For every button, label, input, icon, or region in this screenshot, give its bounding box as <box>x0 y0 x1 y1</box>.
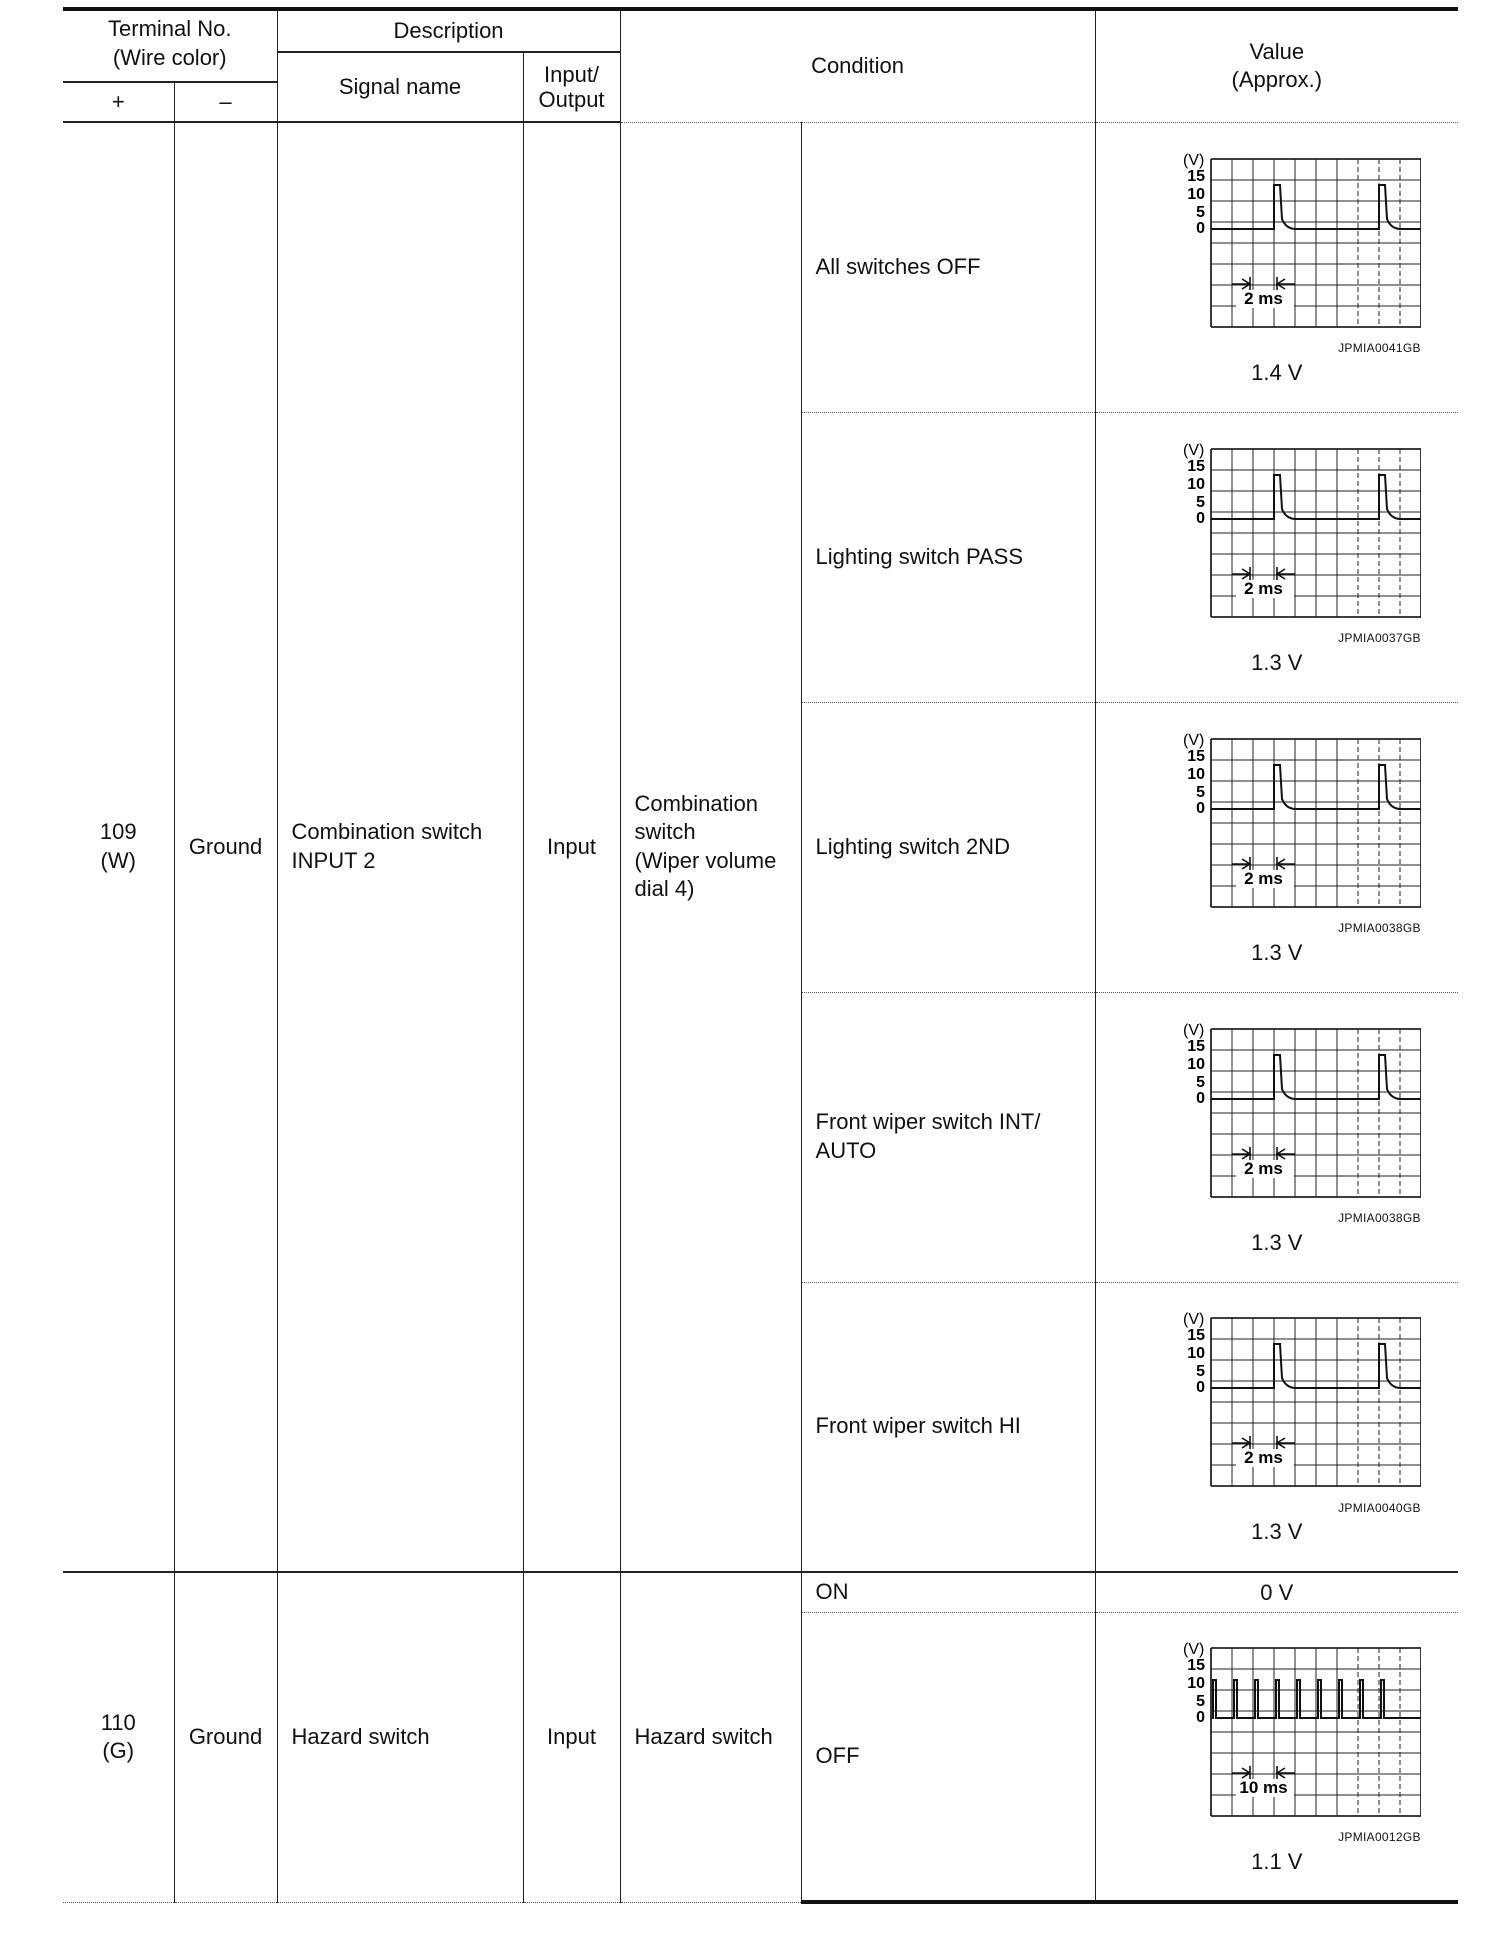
waveform-chart <box>1133 147 1421 335</box>
y-tick-label: 15 <box>1187 1656 1205 1674</box>
condition-detail: Front wiper switch INT/ AUTO <box>801 992 1095 1282</box>
waveform-figure <box>1133 1636 1421 1846</box>
waveform-figure <box>1133 727 1421 937</box>
condition-detail: ON <box>801 1572 1095 1612</box>
input-output: Input <box>523 122 620 1572</box>
header-value: Value (Approx.) <box>1095 9 1458 122</box>
time-division-label: 2 ms <box>1243 1158 1283 1178</box>
y-tick-label: 15 <box>1187 1327 1205 1345</box>
terminal-plus: 110 (G) <box>63 1572 174 1902</box>
value-cell <box>1095 412 1458 702</box>
y-tick-label: 0 <box>1195 509 1205 527</box>
value-cell <box>1095 1282 1458 1572</box>
waveform-figure <box>1133 147 1421 357</box>
header-input-output: Input/ Output <box>523 52 620 122</box>
y-axis-unit: (V) <box>1182 1021 1205 1039</box>
value-text: 1.4 V <box>1251 359 1303 385</box>
terminal-reference-table <box>63 7 1458 1904</box>
value-text: 1.3 V <box>1251 939 1303 965</box>
y-tick-label: 0 <box>1195 1379 1205 1397</box>
header-signal-name: Signal name <box>277 52 523 122</box>
waveform-chart <box>1133 1017 1421 1205</box>
waveform-chart <box>1133 1306 1421 1494</box>
y-tick-label: 10 <box>1187 185 1205 203</box>
table-body <box>63 122 1458 1902</box>
waveform-chart <box>1133 727 1421 915</box>
y-tick-label: 5 <box>1195 1692 1205 1710</box>
waveform-chart <box>1133 437 1421 625</box>
value-cell <box>1095 1612 1458 1902</box>
waveform-figure <box>1133 1017 1421 1227</box>
value-cell <box>1095 122 1458 412</box>
y-tick-label: 15 <box>1187 167 1205 185</box>
time-division-label: 2 ms <box>1243 1448 1283 1468</box>
y-axis-unit: (V) <box>1182 151 1205 169</box>
condition-detail: Lighting switch 2ND <box>801 702 1095 992</box>
figure-code: JPMIA0012GB <box>1338 1830 1421 1845</box>
value-text: 1.1 V <box>1251 1848 1303 1874</box>
y-tick-label: 5 <box>1195 783 1205 801</box>
value-text: 1.3 V <box>1251 1229 1303 1255</box>
y-axis-unit: (V) <box>1182 1640 1205 1658</box>
y-tick-label: 10 <box>1187 765 1205 783</box>
y-tick-label: 10 <box>1187 1055 1205 1073</box>
y-axis-unit: (V) <box>1182 731 1205 749</box>
terminal-plus: 109 (W) <box>63 122 174 1572</box>
waveform-figure <box>1133 1306 1421 1516</box>
header-plus: + <box>63 82 174 122</box>
condition-detail: Front wiper switch HI <box>801 1282 1095 1572</box>
header-description: Description <box>277 9 620 52</box>
y-tick-label: 5 <box>1195 493 1205 511</box>
header-condition: Condition <box>620 9 1095 122</box>
condition-detail: OFF <box>801 1612 1095 1902</box>
y-tick-label: 5 <box>1195 1363 1205 1381</box>
y-axis-unit: (V) <box>1182 441 1205 459</box>
value-cell <box>1095 992 1458 1282</box>
y-tick-label: 0 <box>1195 219 1205 237</box>
value-cell <box>1095 1572 1458 1612</box>
time-division-label: 10 ms <box>1239 1777 1288 1797</box>
y-tick-label: 10 <box>1187 1345 1205 1363</box>
value-text: 1.3 V <box>1251 1519 1303 1545</box>
y-tick-label: 0 <box>1195 1089 1205 1107</box>
value-cell <box>1095 702 1458 992</box>
condition-main: Combination switch (Wiper volume dial 4) <box>620 122 801 1572</box>
waveform-chart <box>1133 1636 1421 1824</box>
header-minus: – <box>174 82 277 122</box>
signal-name: Hazard switch <box>277 1572 523 1902</box>
figure-code: JPMIA0041GB <box>1338 341 1421 356</box>
condition-detail: All switches OFF <box>801 122 1095 412</box>
figure-code: JPMIA0037GB <box>1338 631 1421 646</box>
figure-code: JPMIA0040GB <box>1338 1500 1421 1515</box>
input-output: Input <box>523 1572 620 1902</box>
header-terminal: Terminal No. (Wire color) <box>63 9 277 82</box>
figure-code: JPMIA0038GB <box>1338 1211 1421 1226</box>
value-text: 0 V <box>1260 1579 1294 1605</box>
time-division-label: 2 ms <box>1243 868 1283 888</box>
terminal-minus: Ground <box>174 122 277 1572</box>
condition-detail: Lighting switch PASS <box>801 412 1095 702</box>
y-tick-label: 10 <box>1187 475 1205 493</box>
waveform-figure <box>1133 437 1421 647</box>
condition-main: Hazard switch <box>620 1572 801 1902</box>
time-division-label: 2 ms <box>1243 288 1283 308</box>
time-division-label: 2 ms <box>1243 578 1283 598</box>
y-tick-label: 0 <box>1195 799 1205 817</box>
y-tick-label: 5 <box>1195 203 1205 221</box>
y-tick-label: 15 <box>1187 747 1205 765</box>
y-tick-label: 15 <box>1187 1037 1205 1055</box>
y-tick-label: 0 <box>1195 1708 1205 1726</box>
table-row <box>63 1572 1458 1612</box>
y-tick-label: 10 <box>1187 1674 1205 1692</box>
figure-code: JPMIA0038GB <box>1338 921 1421 936</box>
value-text: 1.3 V <box>1251 649 1303 675</box>
y-tick-label: 5 <box>1195 1073 1205 1091</box>
signal-name: Combination switch INPUT 2 <box>277 122 523 1572</box>
y-tick-label: 15 <box>1187 457 1205 475</box>
terminal-minus: Ground <box>174 1572 277 1902</box>
table-row <box>63 122 1458 412</box>
y-axis-unit: (V) <box>1182 1311 1205 1329</box>
